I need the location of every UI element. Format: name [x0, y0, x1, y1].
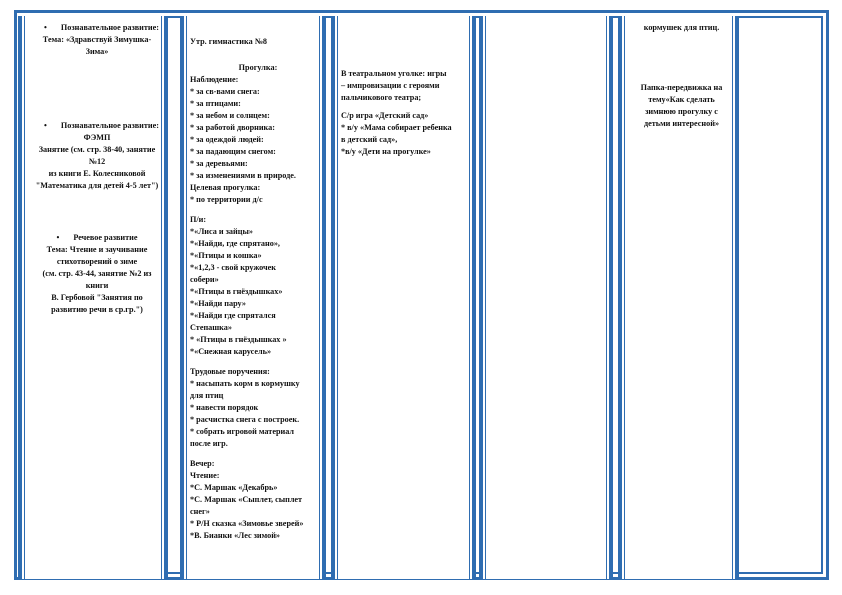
block-cognitive-2: • Познавательное развитие: ФЭМП Занятие (см. стр. 38-40, занятие №12 из книги Е. Колесниковой "Математика для детей 4-5 лет"): [30, 120, 164, 192]
column-independent-activity: [331, 16, 476, 579]
column-daily-activities: [180, 16, 326, 579]
column-parents: [618, 16, 739, 579]
block-title: • Речевое развитие: [30, 232, 164, 244]
block-cognitive-1: • Познавательное развитие: Тема: «Здравствуй Зимушка- Зима»: [30, 22, 164, 58]
column-educational-areas: [18, 16, 168, 579]
daily-plan: Утр. гимнастика №8 Прогулка: Наблюдение: * за св-вами снега: * за птицами: * за небом и солнцем: * за работой дворника: * за одеждой людей: * за падающим снегом: * за деревьями: * за изменениями в природе. Целевая прогулка: * по территории д/с П/и: *«Лиса и зайцы» *«Найди, где спрятано», *«Птицы и кошка» *«1,2,3 - свой кружочек собери» *«Птицы в гнёздышках» *«Найди пару» *«Найди где спрятался Степашка» * «Птицы в гнёздышках » *«Снежная карусель» Трудовые поручения: * насыпать корм в кормушку для птиц * навести порядок * расчистка снега с построек. * собрать игровой материал после игр. Вечер: Чтение: *С. Маршак «Декабрь» *С. Маршак «Сыплет, сыплет снег» * Р/Н сказка «Зимовье зверей» *В. Бианки «Лес зимой»: [190, 36, 326, 542]
role-game-title: С/р игра «Детский сад»: [341, 111, 429, 120]
block-title: • Познавательное развитие:: [30, 22, 164, 34]
independent-activity: В театральном уголке: игры – импровизации с героями пальчикового театра; С/р игра «Детский сад» * в/у «Мама собирает ребенка в детский сад», *в/у «Дети на прогулке»: [341, 68, 475, 158]
block-speech: • Речевое развитие Тема: Чтение и заучивание стихотворений о зиме (см. стр. 43-44, занятие №2 из книги В. Гербовой "Занятия по развитию речи в ср.гр."): [30, 232, 164, 316]
block-title: • Познавательное развитие:: [30, 120, 164, 132]
column-empty: [479, 16, 613, 579]
parents-work: кормушек для птиц. Папка-передвижка на тему«Как сделать зимнюю прогулку с детьми интересной»: [640, 23, 723, 128]
gymnastics-title: Утр. гимнастика №8: [190, 37, 268, 46]
walk-title: Прогулка:: [238, 63, 278, 72]
